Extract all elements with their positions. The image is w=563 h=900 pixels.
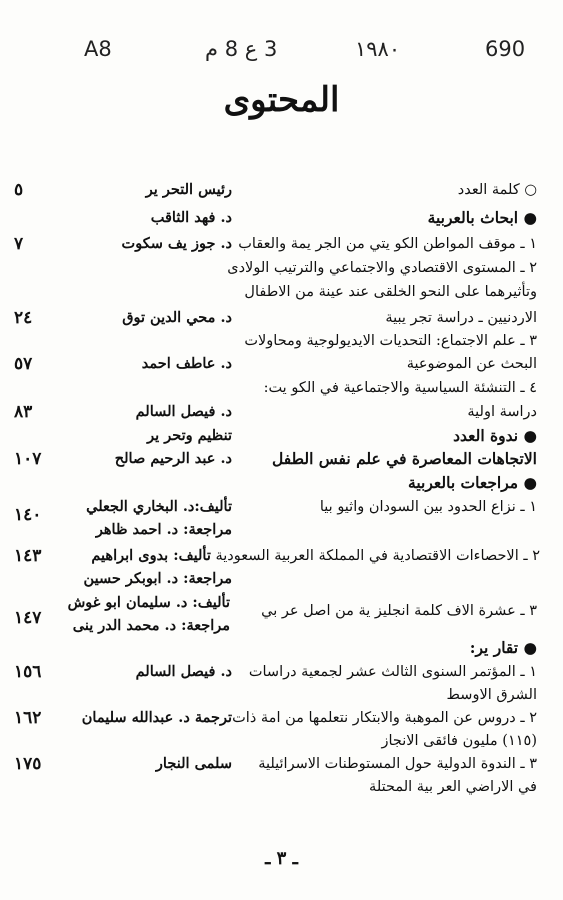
page-number: ١٠٧ xyxy=(14,449,42,469)
toc-row xyxy=(0,352,563,376)
section-heading-row xyxy=(0,424,563,448)
author: د. فهد الثاقب xyxy=(150,209,232,226)
entry-title: البحث عن الموضوعية xyxy=(406,356,537,372)
author: رئيس التحر ير xyxy=(145,181,232,198)
toc-row xyxy=(0,447,563,471)
toc-row xyxy=(0,660,563,684)
toc-row xyxy=(0,495,563,525)
author: تأليف:د. البخاري الجعلي xyxy=(86,498,232,515)
section-heading-row xyxy=(0,636,563,660)
handwritten-number: 690 xyxy=(485,37,526,61)
entry-title: الاتجاهات المعاصرة في علم نفس الطفل xyxy=(272,449,537,468)
author: د. فيصل السالم xyxy=(135,663,232,680)
author: د. عاطف احمد xyxy=(141,355,232,372)
section-heading-row xyxy=(0,206,563,230)
page-number: ١٤٠ xyxy=(14,505,42,525)
reviewer: مراجعة: د. ابوبكر حسين xyxy=(83,570,232,587)
entry-title: ٣ ـ عشرة الاف كلمة انجليز ية من اصل عر بي xyxy=(261,603,537,619)
toc-row xyxy=(0,567,563,591)
author: سلمى النجار xyxy=(155,755,232,772)
toc-row xyxy=(0,400,563,424)
entry-title: ٣ ـ الندوة الدولية حول المستوطنات الاسرائيلية xyxy=(258,756,537,772)
toc-row xyxy=(0,729,563,753)
toc-row xyxy=(0,603,563,634)
entry-title: ١ ـ موقف المواطن الكو يتي من الجر يمة والعقاب xyxy=(238,236,537,252)
entry-title: ٢ ـ دروس عن الموهبة والابتكار نتعلمها من امة ذات xyxy=(232,710,537,726)
page-number: ٧ xyxy=(14,234,24,254)
entry-title: (١١٥) مليون فائقى الانجاز xyxy=(381,733,537,749)
entry-title: ٢ ـ الاحصاءات الاقتصادية في المملكة العربية السعودية xyxy=(215,548,540,564)
page-footer-number: ـ ٣ ـ xyxy=(265,848,298,869)
entry-title: دراسة اولية xyxy=(467,404,537,420)
entry-title: الشرق الاوسط xyxy=(446,687,537,703)
toc-row xyxy=(0,518,563,542)
reviewer: مراجعة: د. محمد الدر ينى xyxy=(72,617,230,634)
page-number: ٥ xyxy=(14,180,24,200)
handwritten-annotation xyxy=(0,33,563,73)
section-heading: ● تقار ير: xyxy=(469,638,537,657)
page-number: ١٧٥ xyxy=(14,754,42,774)
page-number: ١٦٢ xyxy=(14,708,42,728)
toc-row xyxy=(0,178,563,202)
entry-title: ٢ ـ المستوى الاقتصادي والاجتماعي والترتيب الولادى xyxy=(227,260,537,276)
entry-title: في الاراضي العر بية المحتلة xyxy=(369,779,537,795)
entry-title: ٤ ـ التنشئة السياسية والاجتماعية في الكو يت: xyxy=(263,380,537,396)
entry-title: وتأثيرهما على النحو الخلقى عند عينة من الاطفال xyxy=(244,284,537,300)
translator: ترجمة د. عبدالله سليمان xyxy=(81,709,232,726)
author: د. فيصل السالم xyxy=(135,403,232,420)
toc-row xyxy=(0,329,563,353)
page-number: ١٤٧ xyxy=(14,608,42,628)
toc-row xyxy=(0,544,563,568)
section-heading: ● ندوة العدد xyxy=(453,426,537,445)
handwritten-code: A8 xyxy=(84,37,112,61)
section-heading: ● ابحاث بالعربية xyxy=(427,208,537,227)
page-number: ١٤٣ xyxy=(14,546,42,566)
entry-title: ○ كلمة العدد xyxy=(457,182,537,198)
entry-title: ٣ ـ علم الاجتماع: التحديات الايديولوجية ومحاولات xyxy=(244,333,537,349)
page-number: ٥٧ xyxy=(14,354,33,374)
author: د. عبد الرحيم صالح xyxy=(114,450,232,467)
author: تأليف: د. سليمان ابو غوش xyxy=(67,594,230,611)
toc-row xyxy=(0,256,563,280)
page-title: المحتوى xyxy=(223,80,340,120)
author: تنظيم وتحر ير xyxy=(147,427,232,444)
page-number: ١٥٦ xyxy=(14,662,42,682)
toc-row xyxy=(0,306,563,330)
toc-row xyxy=(0,775,563,799)
toc-row xyxy=(0,280,563,304)
entry-title: الاردنيين ـ دراسة تجر يبية xyxy=(385,310,537,326)
toc-row xyxy=(0,706,563,730)
toc-row xyxy=(0,232,563,256)
section-heading-row xyxy=(0,471,563,495)
toc-row xyxy=(0,376,563,400)
entry-with-author xyxy=(40,544,540,568)
author: تأليف: بدوى ابراهيم xyxy=(91,547,211,564)
page-number: ٢٤ xyxy=(14,308,33,328)
handwritten-volume: 3 ع 8 م xyxy=(205,37,278,61)
handwritten-year: ١٩٨٠ xyxy=(355,37,401,61)
section-heading: ● مراجعات بالعربية xyxy=(408,473,537,492)
toc-row xyxy=(0,752,563,776)
page-number: ٨٣ xyxy=(14,402,33,422)
entry-title: ١ ـ المؤتمر السنوى الثالث عشر لجمعية دراسات xyxy=(248,664,537,680)
entry-title: ١ ـ نزاع الحدود بين السودان واثيو بيا xyxy=(319,499,537,515)
author: د. محي الدين توق xyxy=(122,309,232,326)
reviewer: مراجعة: د. احمد ظاهر xyxy=(95,521,232,538)
author: د. جوز يف سكوت xyxy=(121,235,232,252)
toc-row xyxy=(0,683,563,707)
